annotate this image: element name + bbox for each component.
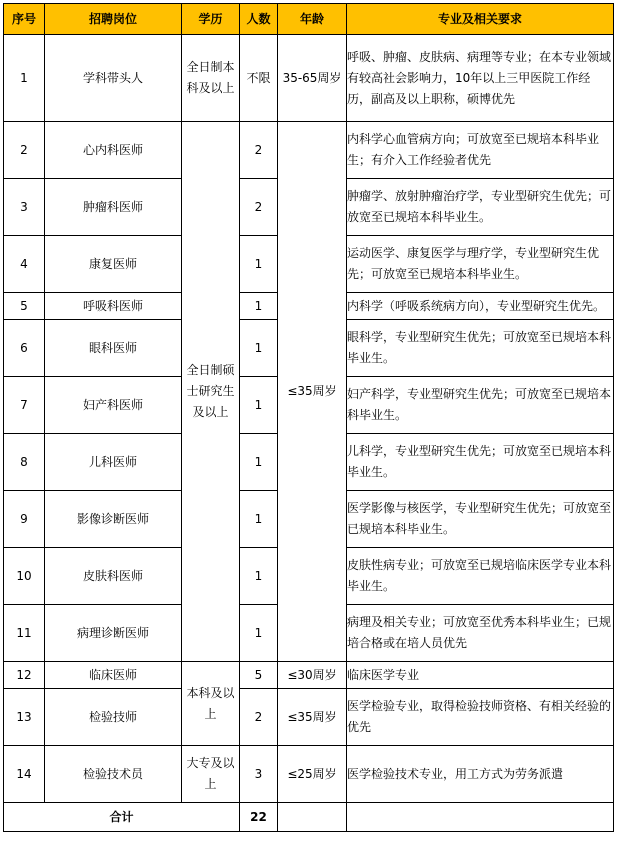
education-cell: 全日制本科及以上 xyxy=(182,35,240,122)
table-row xyxy=(4,689,614,746)
row-seq: 6 xyxy=(4,320,45,377)
row-requirement: 肿瘤学、放射肿瘤治疗学，专业型研究生优先；可放宽至已规培本科毕业生。 xyxy=(347,179,614,236)
age-cell: ≤35周岁 xyxy=(278,689,347,746)
header-position: 招聘岗位 xyxy=(45,4,182,35)
age-cell: ≤30周岁 xyxy=(278,662,347,689)
row-requirement: 皮肤性病专业；可放宽至已规培临床医学专业本科毕业生。 xyxy=(347,548,614,605)
education-text: 大专及以上 xyxy=(186,756,235,791)
row-seq: 13 xyxy=(4,689,45,746)
row-position: 呼吸科医师 xyxy=(45,293,182,320)
education-text: 全日制硕士研究生及以上 xyxy=(186,363,235,419)
row-position: 妇产科医师 xyxy=(45,377,182,434)
row-requirement: 医学检验专业，取得检验技师资格、有相关经验的优先 xyxy=(347,689,614,746)
row-seq: 4 xyxy=(4,236,45,293)
header-requirements: 专业及相关要求 xyxy=(347,4,614,35)
row-seq: 5 xyxy=(4,293,45,320)
row-position: 肿瘤科医师 xyxy=(45,179,182,236)
header-age: 年龄 xyxy=(278,4,347,35)
row-seq: 7 xyxy=(4,377,45,434)
education-cell xyxy=(182,662,240,746)
row-count: 5 xyxy=(240,662,278,689)
row-count: 2 xyxy=(240,689,278,746)
row-requirement: 眼科学，专业型研究生优先；可放宽至已规培本科毕业生。 xyxy=(347,320,614,377)
age-cell: ≤35周岁 xyxy=(278,122,347,662)
education-text: 本科及以上 xyxy=(186,685,235,721)
table-row xyxy=(4,746,614,803)
header-count: 人数 xyxy=(240,4,278,35)
row-seq: 14 xyxy=(4,746,45,803)
age-cell: ≤25周岁 xyxy=(278,746,347,803)
row-seq: 3 xyxy=(4,179,45,236)
row-count: 1 xyxy=(240,236,278,293)
row-requirement: 运动医学、康复医学与理疗学，专业型研究生优先；可放宽至已规培本科毕业生。 xyxy=(347,236,614,293)
row-seq: 10 xyxy=(4,548,45,605)
row-requirement: 妇产科学，专业型研究生优先；可放宽至已规培本科毕业生。 xyxy=(347,377,614,434)
row-count: 1 xyxy=(240,605,278,662)
recruitment-table xyxy=(3,3,614,832)
row-count: 不限 xyxy=(240,35,278,122)
total-req-empty xyxy=(347,803,614,832)
row-count: 1 xyxy=(240,548,278,605)
row-position: 检验技师 xyxy=(45,689,182,746)
age-cell: 35-65周岁 xyxy=(278,35,347,122)
row-requirement: 医学影像与核医学，专业型研究生优先；可放宽至已规培本科毕业生。 xyxy=(347,491,614,548)
row-seq: 8 xyxy=(4,434,45,491)
row-seq: 1 xyxy=(4,35,45,122)
row-count: 2 xyxy=(240,179,278,236)
row-position: 心内科医师 xyxy=(45,122,182,179)
row-position: 检验技术员 xyxy=(45,746,182,803)
total-age-empty xyxy=(278,803,347,832)
header-seq: 序号 xyxy=(4,4,45,35)
total-row xyxy=(4,803,614,832)
total-count: 22 xyxy=(240,803,278,832)
header-row xyxy=(4,4,614,35)
row-count: 1 xyxy=(240,491,278,548)
total-label: 合计 xyxy=(4,803,240,832)
header-education: 学历 xyxy=(182,4,240,35)
row-position: 学科带头人 xyxy=(45,35,182,122)
row-count: 1 xyxy=(240,293,278,320)
row-seq: 9 xyxy=(4,491,45,548)
row-position: 康复医师 xyxy=(45,236,182,293)
row-requirement: 内科学心血管病方向；可放宽至已规培本科毕业生；有介入工作经验者优先 xyxy=(347,122,614,179)
row-count: 1 xyxy=(240,434,278,491)
row-requirement: 儿科学，专业型研究生优先；可放宽至已规培本科毕业生。 xyxy=(347,434,614,491)
row-position: 儿科医师 xyxy=(45,434,182,491)
table-row xyxy=(4,122,614,179)
row-requirement: 病理及相关专业；可放宽至优秀本科毕业生；已规培合格或在培人员优先 xyxy=(347,605,614,662)
row-count: 1 xyxy=(240,377,278,434)
table-row xyxy=(4,35,614,122)
row-position: 皮肤科医师 xyxy=(45,548,182,605)
row-count: 3 xyxy=(240,746,278,803)
education-cell xyxy=(182,122,240,662)
row-requirement: 临床医学专业 xyxy=(347,662,614,689)
row-position: 病理诊断医师 xyxy=(45,605,182,662)
row-count: 2 xyxy=(240,122,278,179)
row-requirement: 内科学（呼吸系统病方向），专业型研究生优先。 xyxy=(347,293,614,320)
table-row xyxy=(4,662,614,689)
row-position: 影像诊断医师 xyxy=(45,491,182,548)
row-seq: 12 xyxy=(4,662,45,689)
row-requirement: 医学检验技术专业，用工方式为劳务派遣 xyxy=(347,746,614,803)
row-seq: 2 xyxy=(4,122,45,179)
row-seq: 11 xyxy=(4,605,45,662)
row-position: 临床医师 xyxy=(45,662,182,689)
row-requirement: 呼吸、肿瘤、皮肤病、病理等专业；在本专业领域有较高社会影响力，10年以上三甲医院工作经历，副高及以上职称，硕博优先 xyxy=(347,35,614,122)
row-position: 眼科医师 xyxy=(45,320,182,377)
education-cell xyxy=(182,746,240,803)
row-count: 1 xyxy=(240,320,278,377)
